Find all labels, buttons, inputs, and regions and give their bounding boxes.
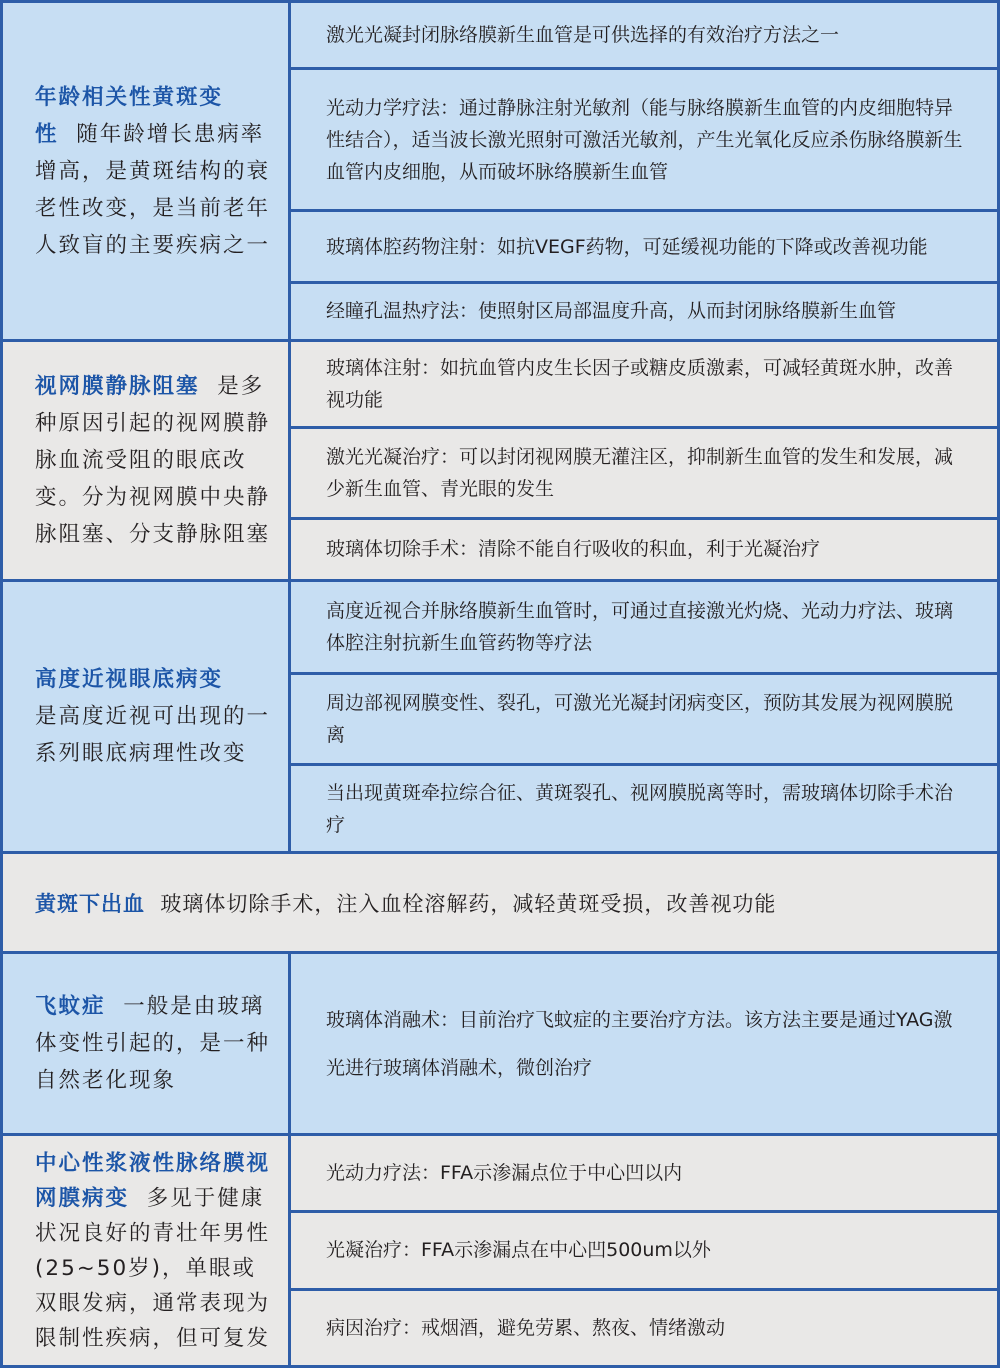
row-amd [0,0,1000,342]
disease-title: 视网膜静脉阻塞 [35,374,200,399]
row-high-myopia [0,579,1000,854]
disease-title: 年龄相关性黄斑变性 [35,84,224,147]
row-submacular-hemorrhage [0,851,1000,954]
disease-title: 飞蚊症 [35,994,106,1019]
treatment-item: 玻璃体注射：如抗血管内皮生长因子或糖皮质激素，可减轻黄斑水肿，改善视功能 [291,342,997,426]
row-cscr [0,1133,1000,1368]
treatment-item: 玻璃体消融术：目前治疗飞蚊症的主要治疗方法。该方法主要是通过YAG激光进行玻璃体消融术，微创治疗 [291,954,997,1133]
disease-title: 中心性浆液性脉络膜视网膜病变 [35,1150,271,1211]
row-floaters [0,951,1000,1136]
treatment-item: 当出现黄斑牵拉综合征、黄斑裂孔、视网膜脱离等时，需玻璃体切除手术治疗 [291,763,997,851]
disease-title: 黄斑下出血 [35,891,145,916]
treatment-item: 周边部视网膜变性、裂孔，可激光光凝封闭病变区，预防其发展为视网膜脱离 [291,672,997,763]
disease-summary [3,954,288,1133]
treatment-list [291,3,997,339]
disease-summary [3,3,288,339]
treatment-item: 病因治疗：戒烟酒，避免劳累、熬夜、情绪激动 [291,1288,997,1365]
disease-summary [3,854,997,951]
disease-summary [3,342,288,579]
treatment-list [291,954,997,1133]
row-rvo [0,339,1000,582]
treatment-list [291,582,997,851]
treatment-item: 光动力疗法：FFA示渗漏点位于中心凹以内 [291,1136,997,1210]
treatment-item: 玻璃体腔药物注射：如抗VEGF药物，可延缓视功能的下降或改善视功能 [291,209,997,281]
treatment-item: 高度近视合并脉络膜新生血管时，可通过直接激光灼烧、光动力疗法、玻璃体腔注射抗新生血管药物等疗法 [291,582,997,672]
disease-title: 高度近视眼底病变 [35,667,224,692]
treatment-list [291,342,997,579]
treatment-item: 玻璃体切除手术：清除不能自行吸收的积血，利于光凝治疗 [291,517,997,579]
disease-description: 随年龄增长患病率增高，是黄斑结构的衰老性改变，是当前老年人致盲的主要疾病之一 [35,121,271,258]
disease-description: 一般是由玻璃体变性引起的，是一种自然老化现象 [35,994,271,1093]
disease-description: 是多种原因引起的视网膜静脉血流受阻的眼底改变。分为视网膜中央静脉阻塞、分支静脉阻塞 [35,374,271,547]
disease-description: 玻璃体切除手术，注入血栓溶解药，减轻黄斑受损，改善视功能 [160,891,777,916]
treatment-item: 光凝治疗：FFA示渗漏点在中心凹500um以外 [291,1210,997,1287]
treatment-item: 激光光凝封闭脉络膜新生血管是可供选择的有效治疗方法之一 [291,3,997,67]
disease-description: 是高度近视可出现的一系列眼底病理性改变 [35,704,271,766]
treatment-item: 激光光凝治疗：可以封闭视网膜无灌注区，抑制新生血管的发生和发展，减少新生血管、青光眼的发生 [291,426,997,516]
disease-summary [3,1136,288,1365]
disease-description: 多见于健康状况良好的青壮年男性(25~50岁)，单眼或双眼发病，通常表现为限制性疾病，但可复发 [35,1185,271,1351]
treatment-item: 经瞳孔温热疗法：使照射区局部温度升高，从而封闭脉络膜新生血管 [291,281,997,339]
disease-summary [3,582,288,851]
treatment-list [291,1136,997,1365]
treatment-item: 光动力学疗法：通过静脉注射光敏剂（能与脉络膜新生血管的内皮细胞特异性结合），适当波长激光照射可激活光敏剂，产生光氧化反应杀伤脉络膜新生血管内皮细胞，从而破坏脉络膜新生血管 [291,67,997,209]
